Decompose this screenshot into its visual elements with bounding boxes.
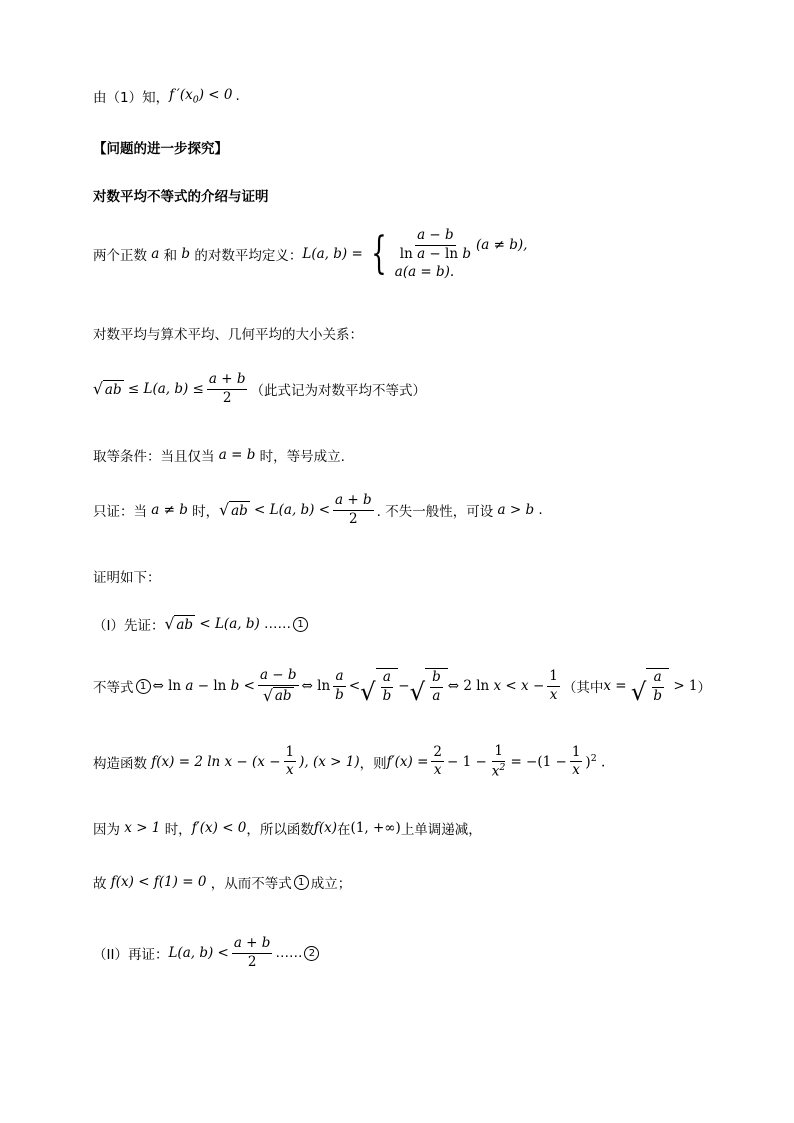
log-mean-definition: 两个正数 a 和 b 的对数平均定义： L(a, b) = { $\frac{a - b}{\text{ln a − ln b}}$ (a ≠ b), a(a = b). [93, 227, 528, 281]
relation-text: 对数平均与算术平均、几何平均的大小关系： [93, 327, 363, 343]
line-from-part1 [93, 86, 240, 106]
log-mean-inequality: √ ab ≤ L(a, b) ≤ $\frac{a + b}{2}$ （此式记为对数平均不等式） [93, 371, 426, 406]
step-one: （I）先证： √ ab < L(a, b) …… 1 [93, 614, 310, 634]
proof-intro: 证明如下： [93, 570, 161, 586]
math: f $'(x_0) < 0$ [169, 86, 233, 106]
construct-function: 构造函数 f(x) = 2 ln x − (x − $\frac{1}{x}$ ), (x > 1) ，则 f′(x) = $\frac{2}{x}$ − 1 − $\frac{1}{x^2}$ = −(1 − $\frac{1}{x}$ )$^2$ . [93, 743, 606, 780]
inequality-one-equivalence: 不等式 1 ⇔ ln a − ln b < a − b √ ab ⇔ ln $\frac{a}{b}$ < √ $\frac{a}{b}$ − √ $\frac{b}{a}$ ⇔ 2 ln x < x − $\frac{1}{x}$ （其中 x = √ $\frac{a}{b}$ > 1 ） [93, 667, 712, 706]
circled-number: 2 [304, 946, 319, 961]
step-two: （II）再证： L(a, b) < $\frac{a + b}{2}$ …… 2 [93, 936, 321, 970]
subsection-heading: 对数平均不等式的介绍与证明 [93, 189, 269, 205]
monotonic-statement: 因为 x > 1 时， f′(x) < 0 ，所以函数 f(x) 在 (1, +∞) 上单调递减， [93, 820, 482, 838]
equality-condition: 取等条件：当且仅当 a = b 时，等号成立. [93, 447, 345, 465]
text: 由（1）知， [93, 90, 170, 106]
brace: { [371, 228, 387, 280]
conclusion-one: 故 f(x) < f(1) = 0 ，从而不等式 1 成立； [93, 874, 352, 892]
math: L(a, b) [302, 246, 348, 263]
circled-number: 1 [293, 617, 308, 632]
only-prove: 只证：当 a ≠ b 时， √ ab < L(a, b) < $\frac{a + b}{2}$ . 不失一般性，可设 a > b . [93, 492, 543, 527]
text: . [235, 88, 240, 104]
cases: $\frac{a - b}{\text{ln a − ln b}}$ (a ≠ b), a(a = b). [394, 227, 528, 281]
section-heading: 【问题的进一步探究】 [93, 141, 228, 157]
